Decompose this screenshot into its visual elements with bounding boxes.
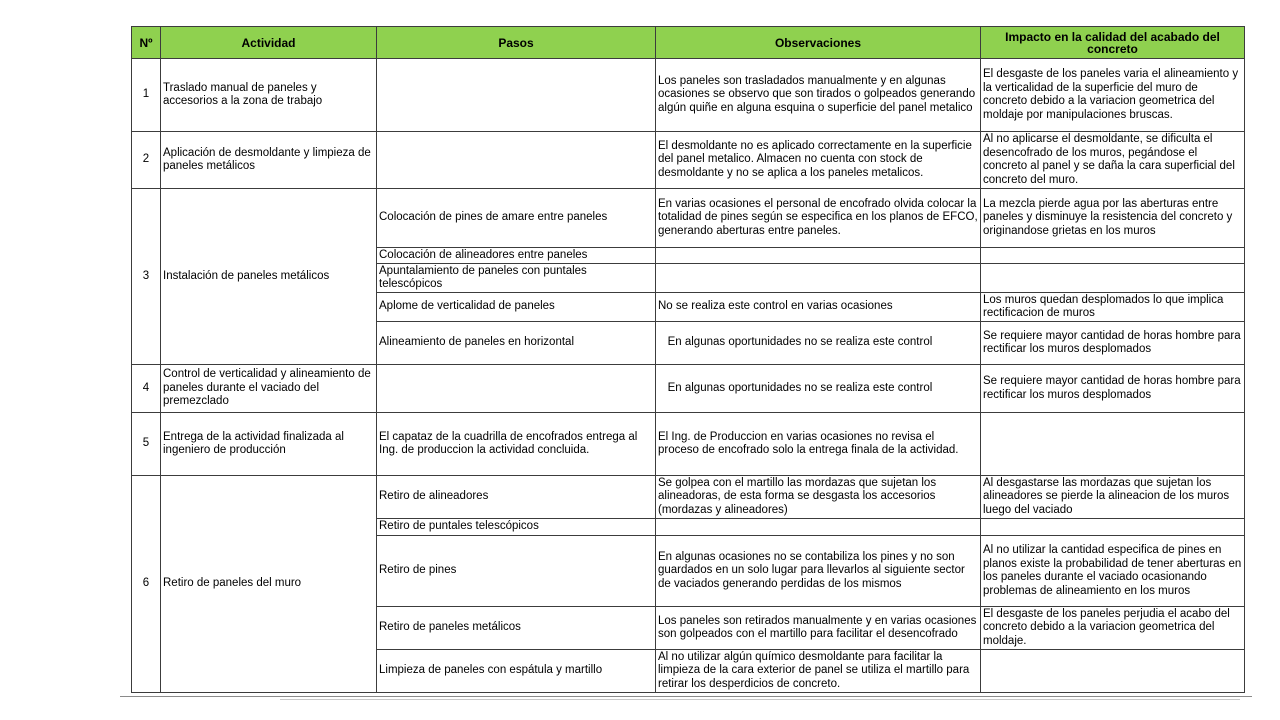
activities-table [131,26,1245,693]
observations-cell: El Ing. de Produccion en varias ocasiones no revisa el proceso de encofrado solo la entrega finala de la actividad. [656,413,981,476]
activity-cell: Entrega de la actividad finalizada al ingeniero de producción [161,413,377,476]
table-row [132,365,1245,413]
steps-cell [377,132,656,189]
impact-cell: Al no aplicarse el desmoldante, se dificulta el desencofrado de los muros, pegándose el concreto al panel y se daña la cara superficial del concreto del muro. [981,132,1245,189]
table-row [132,413,1245,476]
impact-cell: El desgaste de los paneles perjudia el acabo del concreto debido a la variacion geometrica del moldaje. [981,607,1245,650]
header-activity: Actividad [161,27,377,59]
steps-cell: Colocación de pines de amare entre paneles [377,189,656,248]
impact-cell: La mezcla pierde agua por las aberturas entre paneles y disminuye la resistencia del concreto y originandose grietas en los muros [981,189,1245,248]
activity-cell: Control de verticalidad y alineamiento de paneles durante el vaciado del premezclado [161,365,377,413]
observations-cell: Al no utilizar algún químico desmoldante para facilitar la limpieza de la cara exterior de panel se utiliza el martillo para retirar los desperdicios de concreto. [656,650,981,693]
row-number: 2 [132,132,161,189]
row-number: 6 [132,476,161,693]
steps-cell [377,59,656,132]
observations-cell: Los paneles son trasladados manualmente y en algunas ocasiones se observo que son tirados o golpeados generando algún quiñe en alguna esquina o superficie del panel metalico [656,59,981,132]
impact-cell: Se requiere mayor cantidad de horas hombre para rectificar los muros desplomados [981,322,1245,365]
row-number: 1 [132,59,161,132]
observations-cell [656,264,981,293]
observations-cell: En algunas ocasiones no se contabiliza los pines y no son guardados en un solo lugar para llevarlos al siguiente sector de vaciados generando perdidas de los mismos [656,536,981,607]
observations-cell: Se golpea con el martillo las mordazas que sujetan los alineadoras, de esta forma se desgasta los accesorios (mordazas y alineadores) [656,476,981,519]
steps-cell: Limpieza de paneles con espátula y martillo [377,650,656,693]
bottom-divider-shadow [280,699,1240,700]
steps-cell: Apuntalamiento de paneles con puntales telescópicos [377,264,656,293]
impact-cell: Al no utilizar la cantidad especifica de pines en planos existe la probabilidad de tener aberturas en los paneles durante el vaciado ocasionando problemas de alineamiento en los muros [981,536,1245,607]
row-number: 3 [132,189,161,365]
header-steps: Pasos [377,27,656,59]
activity-cell: Instalación de paneles metálicos [161,189,377,365]
observations-cell: En varias ocasiones el personal de encofrado olvida colocar la totalidad de pines según se especifica en los planos de EFCO, generando aberturas entre paneles. [656,189,981,248]
table-row [132,476,1245,519]
impact-cell [981,248,1245,264]
observations-cell: En algunas oportunidades no se realiza este control [656,365,981,413]
observations-cell [656,248,981,264]
activity-cell: Traslado manual de paneles y accesorios a la zona de trabajo [161,59,377,132]
table-row [132,59,1245,132]
impact-cell [981,413,1245,476]
header-row [132,27,1245,59]
impact-cell: Los muros quedan desplomados lo que implica rectificacion de muros [981,293,1245,322]
header-impact: Impacto en la calidad del acabado del concreto [981,27,1245,59]
impact-cell: Al desgastarse las mordazas que sujetan los alineadores se pierde la alineacion de los muros luego del vaciado [981,476,1245,519]
activity-cell: Aplicación de desmoldante y limpieza de paneles metálicos [161,132,377,189]
steps-cell: Retiro de paneles metálicos [377,607,656,650]
steps-cell [377,365,656,413]
steps-cell: Aplome de verticalidad de paneles [377,293,656,322]
observations-cell: En algunas oportunidades no se realiza este control [656,322,981,365]
observations-cell: No se realiza este control en varias ocasiones [656,293,981,322]
impact-cell [981,264,1245,293]
observations-cell: El desmoldante no es aplicado correctamente en la superficie del panel metalico. Almacen no cuenta con stock de desmoldante y no se aplica a los paneles metalicos. [656,132,981,189]
impact-cell [981,650,1245,693]
steps-cell: Alineamiento de paneles en horizontal [377,322,656,365]
impact-cell: El desgaste de los paneles varia el alineamiento y la verticalidad de la superficie del muro de concreto debido a la variacion geometrica del moldaje por manipulaciones bruscas. [981,59,1245,132]
table-row [132,132,1245,189]
steps-cell: Retiro de pines [377,536,656,607]
bottom-divider [120,696,1252,697]
steps-cell: El capataz de la cuadrilla de encofrados entrega al Ing. de produccion la actividad concluida. [377,413,656,476]
observations-cell [656,519,981,536]
header-number: Nº [132,27,161,59]
row-number: 5 [132,413,161,476]
steps-cell: Colocación de alineadores entre paneles [377,248,656,264]
table-row [132,189,1245,248]
steps-cell: Retiro de puntales telescópicos [377,519,656,536]
activity-cell: Retiro de paneles del muro [161,476,377,693]
impact-cell: Se requiere mayor cantidad de horas hombre para rectificar los muros desplomados [981,365,1245,413]
observations-cell: Los paneles son retirados manualmente y en varias ocasiones son golpeados con el martillo para facilitar el desencofrado [656,607,981,650]
impact-cell [981,519,1245,536]
row-number: 4 [132,365,161,413]
steps-cell: Retiro de alineadores [377,476,656,519]
header-observations: Observaciones [656,27,981,59]
